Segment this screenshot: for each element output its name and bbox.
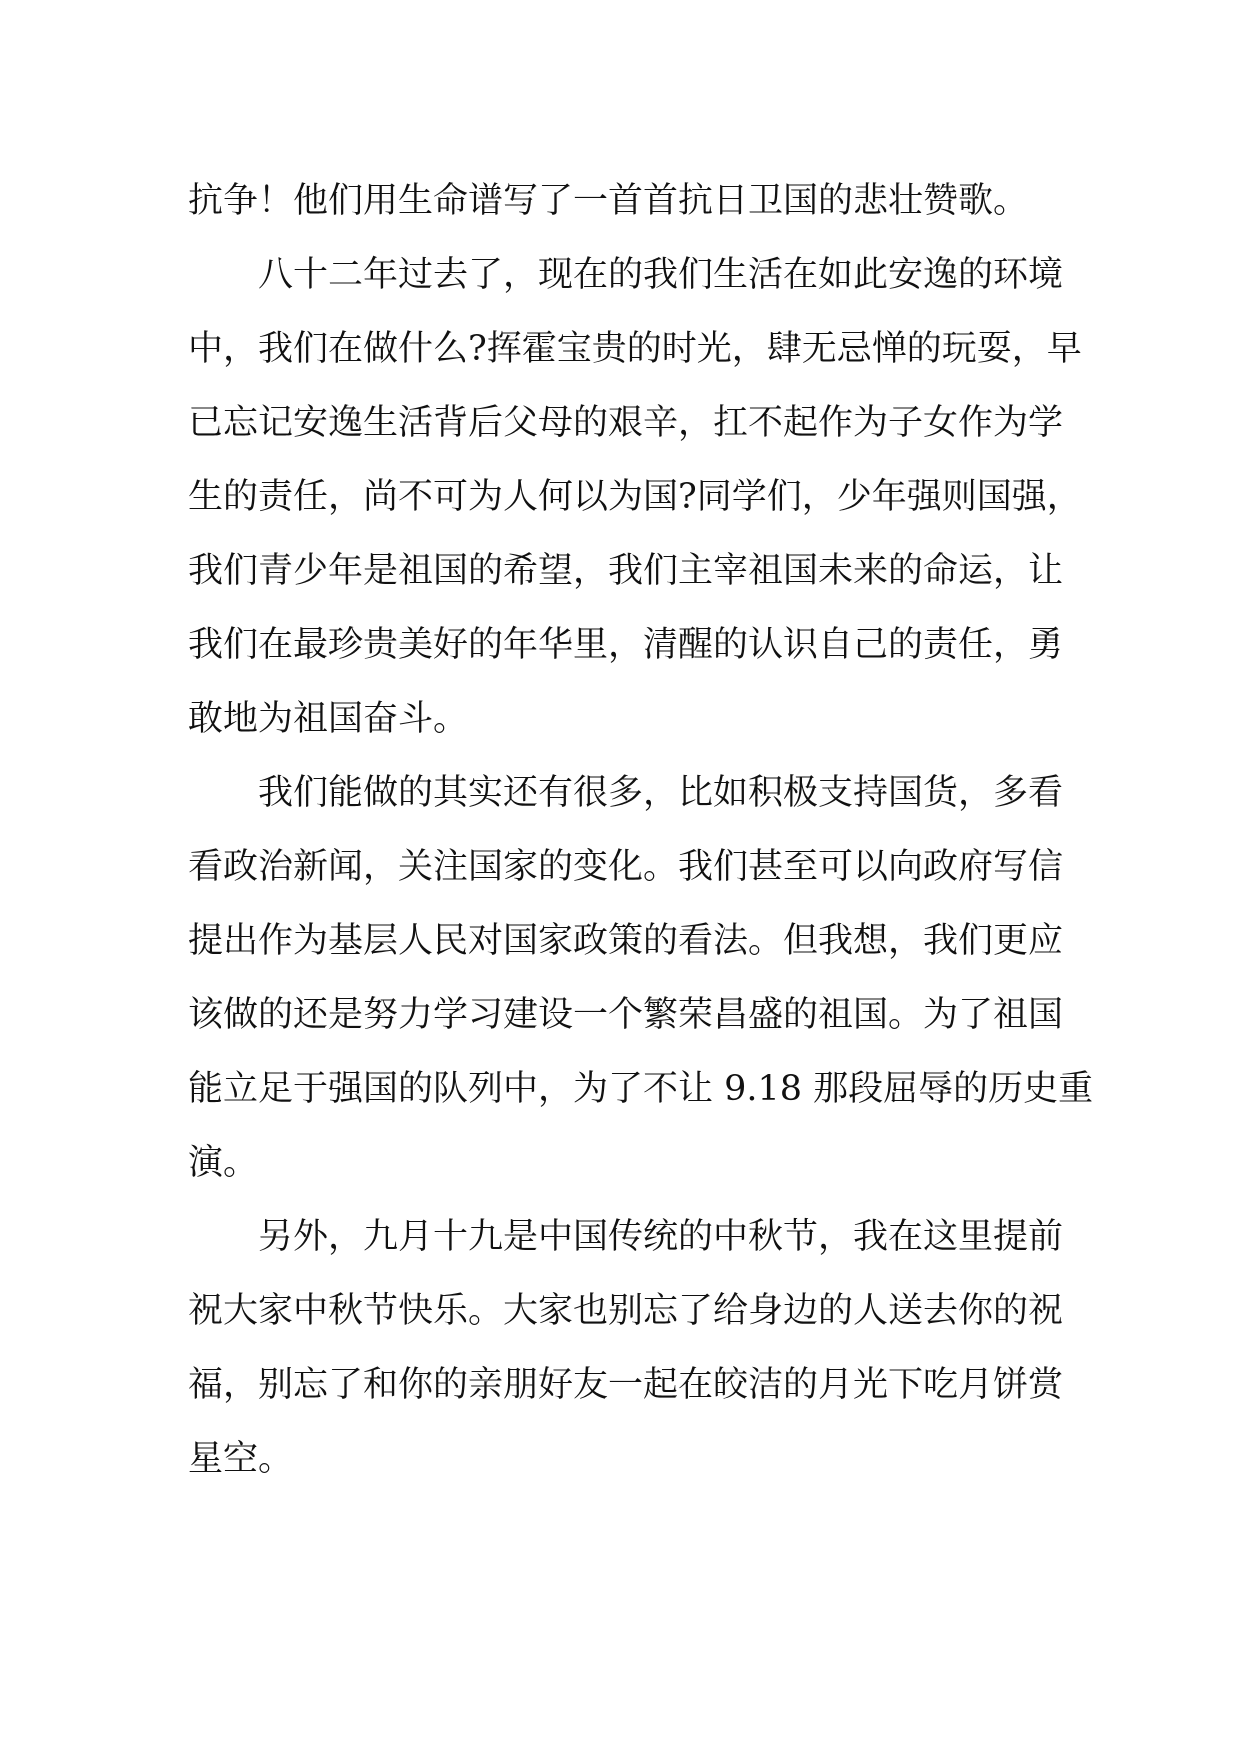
paragraph-4-line-4: 星空。 — [188, 1439, 294, 1479]
paragraph-3-line-4: 该做的还是努力学习建设一个繁荣昌盛的祖国。为了祖国 — [188, 995, 1064, 1035]
paragraph-2-line-5: 我们青少年是祖国的希望，我们主宰祖国未来的命运，让 — [188, 551, 1064, 591]
paragraph-3-line-6: 演。 — [188, 1143, 259, 1183]
paragraph-2-line-1: 八十二年过去了，现在的我们生活在如此安逸的环境 — [258, 255, 1064, 295]
paragraph-4 — [188, 1200, 1064, 1496]
paragraph-3-line-2: 看政治新闻，关注国家的变化。我们甚至可以向政府写信 — [188, 847, 1064, 887]
paragraph-4-line-3: 福，别忘了和你的亲朋好友一起在皎洁的月光下吃月饼赏 — [188, 1365, 1064, 1405]
paragraph-2-line-3: 已忘记安逸生活背后父母的艰辛，扛不起作为子女作为学 — [188, 403, 1064, 443]
paragraph-2-line-4: 生的责任，尚不可为人何以为国?同学们，少年强则国强， — [188, 477, 1082, 517]
paragraph-2-line-6: 我们在最珍贵美好的年华里，清醒的认识自己的责任，勇 — [188, 625, 1064, 665]
paragraph-1-line-1: 抗争！他们用生命谱写了一首首抗日卫国的悲壮赞歌。 — [188, 181, 1029, 221]
paragraph-3 — [188, 756, 1094, 1200]
paragraph-2-line-7: 敢地为祖国奋斗。 — [188, 699, 469, 739]
paragraph-4-line-2: 祝大家中秋节快乐。大家也别忘了给身边的人送去你的祝 — [188, 1291, 1064, 1331]
body-text — [188, 164, 1094, 1496]
paragraph-1 — [188, 164, 1058, 238]
paragraph-3-line-5: 能立足于强国的队列中，为了不让 9.18 那段屈辱的历史重 — [188, 1069, 1094, 1109]
paragraph-2-line-2: 中，我们在做什么?挥霍宝贵的时光，肆无忌惮的玩耍，早 — [188, 329, 1082, 369]
paragraph-3-line-1: 我们能做的其实还有很多，比如积极支持国货，多看 — [258, 773, 1064, 813]
paragraph-2 — [188, 238, 1082, 756]
paragraph-4-line-1: 另外，九月十九是中国传统的中秋节，我在这里提前 — [258, 1217, 1064, 1257]
paragraph-3-line-3: 提出作为基层人民对国家政策的看法。但我想，我们更应 — [188, 921, 1064, 961]
